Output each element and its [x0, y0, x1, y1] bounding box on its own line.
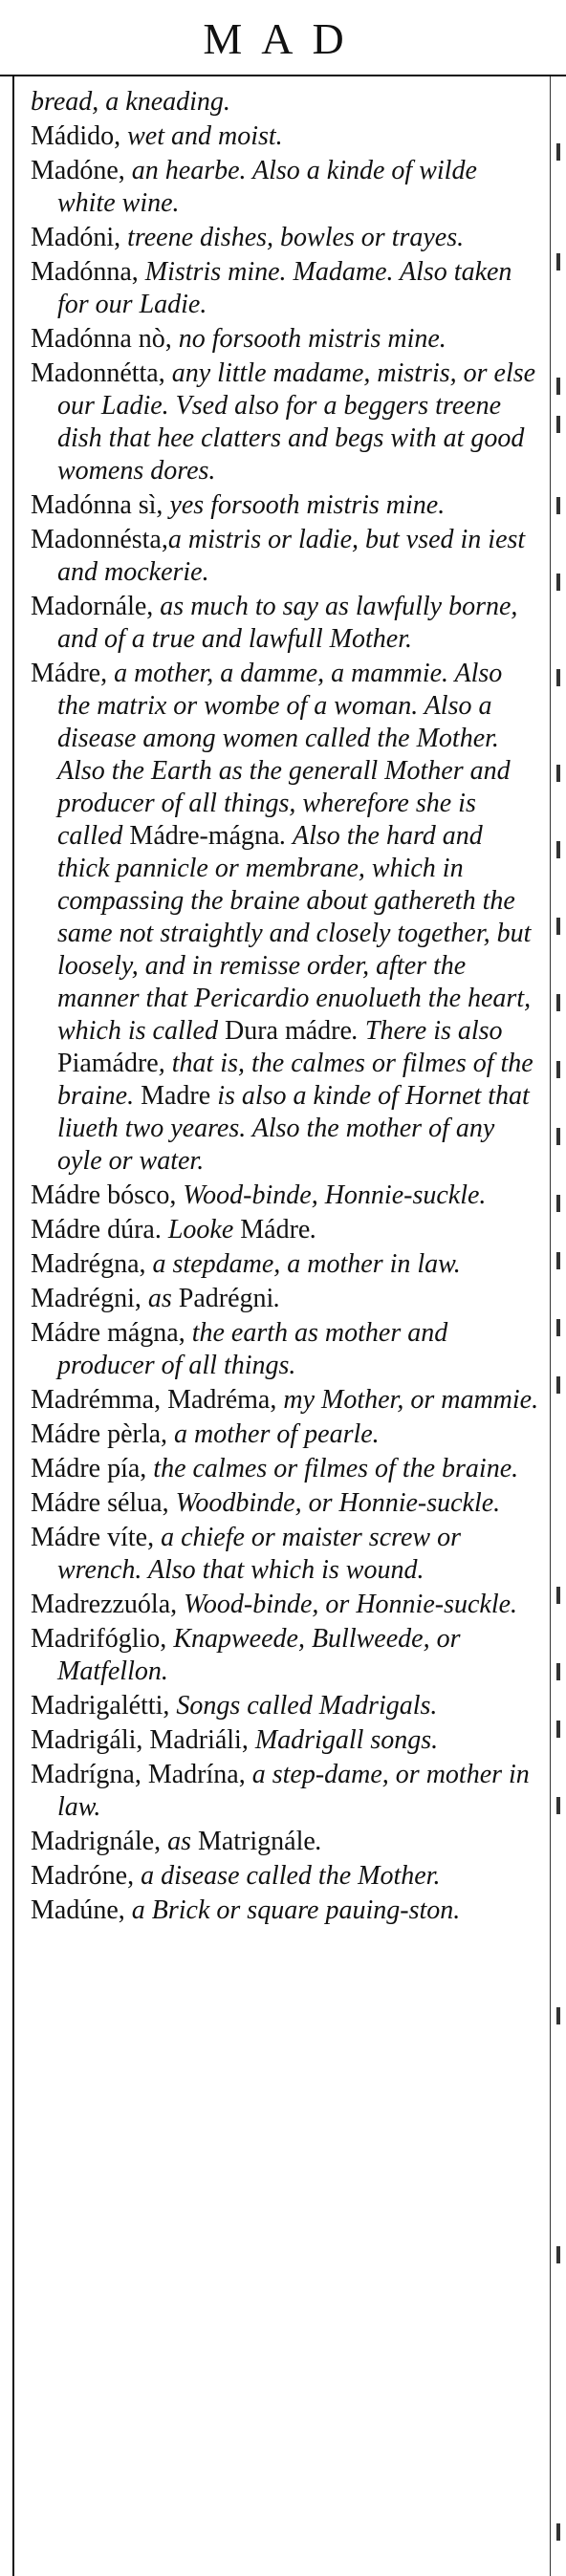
running-head: MAD	[203, 14, 363, 63]
entry-definition: Looke	[161, 1215, 241, 1245]
adjacent-column-mark	[556, 1721, 560, 1738]
entry-headword: Madóne,	[31, 156, 125, 185]
entry-definition: no forsooth mistris mine.	[171, 324, 446, 354]
dictionary-entry	[31, 1384, 539, 1417]
dictionary-entry	[31, 1860, 539, 1893]
entry-headword: Mádre bósco,	[31, 1180, 177, 1210]
entry-definition: Wood-binde, Honnie-suckle.	[176, 1180, 487, 1210]
entry-headword: Mádre víte,	[31, 1523, 155, 1552]
entry-definition: a Brick or square pauing-ston.	[124, 1895, 461, 1925]
entry-headword: Madónna nò,	[31, 324, 172, 354]
adjacent-column-mark	[556, 918, 560, 935]
adjacent-column-mark	[556, 1376, 560, 1394]
dictionary-entry	[31, 591, 539, 656]
entry-headword: Madonnésta,	[31, 525, 168, 554]
entry-definition: treene dishes, bowles or trayes.	[120, 223, 465, 252]
entry-definition: is also a kinde of Hornet that liueth two yeares. Also the mother of any oyle or water.	[57, 1081, 530, 1176]
dictionary-entry	[31, 1522, 539, 1587]
dictionary-entry	[31, 1690, 539, 1722]
right-column-rule	[550, 76, 551, 2576]
adjacent-column-mark	[556, 1319, 560, 1336]
entry-headword: Madróne,	[31, 1861, 135, 1891]
entry-definition: Mistris mine. Madame. Also taken for our Ladie.	[57, 257, 512, 319]
entry-cross-reference: Mádre	[240, 1215, 311, 1245]
entry-cross-reference: Piamádre	[57, 1049, 159, 1078]
entry-headword: Madúne,	[31, 1895, 125, 1925]
entry-definition: bread, a kneading.	[31, 87, 230, 117]
entry-definition: an hearbe. Also a kinde of wilde white wine.	[57, 156, 477, 218]
entry-definition: .	[273, 1284, 281, 1313]
entry-headword: Madrignále,	[31, 1827, 162, 1856]
dictionary-entry	[31, 658, 539, 1178]
entry-headword: Madrígna, Madrína,	[31, 1760, 246, 1789]
entry-cross-reference: Matrignále	[197, 1827, 316, 1856]
adjacent-column-mark	[556, 765, 560, 782]
adjacent-column-mark	[556, 1195, 560, 1212]
dictionary-entry	[31, 1724, 539, 1757]
entry-definition: a step-dame, or mother in law.	[57, 1760, 530, 1822]
dictionary-entry	[31, 1589, 539, 1621]
adjacent-column-mark	[556, 1663, 560, 1680]
dictionary-entry	[31, 1317, 539, 1382]
adjacent-column-mark	[556, 2007, 560, 2024]
dictionary-entry	[31, 1623, 539, 1688]
entry-definition: a stepdame, a mother in law.	[145, 1249, 461, 1279]
entry-headword: Mádre dúra.	[31, 1215, 162, 1245]
dictionary-entry	[31, 1248, 539, 1281]
dictionary-entry	[31, 1180, 539, 1212]
dictionary-entry	[31, 1453, 539, 1485]
entry-cross-reference: Madre	[141, 1081, 211, 1111]
adjacent-column-mark	[556, 574, 560, 591]
entry-headword: Mádre pèrla,	[31, 1419, 168, 1449]
entry-definition: a disease called the Mother.	[134, 1861, 441, 1891]
entry-definition: Wood-binde, or Honnie-suckle.	[177, 1590, 518, 1619]
dictionary-entry	[31, 323, 539, 356]
entry-headword: Mádre,	[31, 659, 108, 688]
entry-definition: any little madame, mistris, or else our Ladie. Vsed also for a beggers treene dish that hee clatters and begs with at good womens dores.	[57, 358, 536, 486]
dictionary-column	[31, 86, 539, 1929]
adjacent-column-mark	[556, 253, 560, 271]
left-column-rule	[12, 76, 14, 2576]
entry-definition: Woodbinde, or Honnie-suckle.	[168, 1488, 501, 1518]
page-header	[0, 0, 566, 76]
entry-headword: Madóni,	[31, 223, 121, 252]
adjacent-column-mark	[556, 1061, 560, 1078]
adjacent-column-mark	[556, 1587, 560, 1604]
entry-headword: Madornále,	[31, 592, 154, 621]
entry-definition: Madrigall songs.	[248, 1725, 439, 1755]
dictionary-entry	[31, 1487, 539, 1520]
dictionary-entry	[31, 120, 539, 153]
entry-definition: as much to say as lawfully borne, and of a true and lawfull Mother.	[57, 592, 518, 654]
adjacent-column-mark	[556, 416, 560, 433]
adjacent-column-mark	[556, 1128, 560, 1145]
entry-headword: Madrifóglio,	[31, 1624, 167, 1654]
entry-definition: a mother, a damme, a mammie. Also the matrix or wombe of a woman. Also a disease among women called the Mother. Also the Earth as the generall Mother and producer of all things, wherefore she is called	[57, 659, 511, 851]
entry-definition: Songs called Madrigals.	[169, 1691, 438, 1721]
entry-definition: wet and moist.	[120, 121, 283, 151]
entry-headword: Madonnétta,	[31, 358, 165, 388]
dictionary-entry	[31, 1283, 539, 1315]
entry-headword: Mádre sélua,	[31, 1488, 169, 1518]
adjacent-column-mark	[556, 1797, 560, 1814]
adjacent-column-mark	[556, 497, 560, 514]
entry-definition: .	[315, 1827, 322, 1856]
entry-definition: .	[310, 1215, 317, 1245]
dictionary-entry	[31, 256, 539, 321]
entry-definition: a mother of pearle.	[167, 1419, 380, 1449]
entry-definition: . Also the hard and thick pannicle or membrane, which in compassing the braine about gathereth the same not straightly and closely together, but loosely, and in remisse order, after the manner that Pericardio enuolueth the heart, which is called	[57, 821, 532, 1046]
entry-headword: Mádido,	[31, 121, 121, 151]
dictionary-entry	[31, 1214, 539, 1246]
dictionary-entry	[31, 1894, 539, 1927]
dictionary-entry	[31, 155, 539, 220]
entry-headword: Madrégna,	[31, 1249, 146, 1279]
dictionary-entry	[31, 1759, 539, 1824]
entry-definition: a chiefe or maister screw or wrench. Also that which is wound.	[57, 1523, 461, 1585]
entry-headword: Madrigalétti,	[31, 1691, 170, 1721]
entry-headword: Mádre pía,	[31, 1454, 147, 1483]
adjacent-column-mark	[556, 994, 560, 1011]
entry-definition: a mistris or ladie, but vsed in iest and mockerie.	[57, 525, 526, 587]
entry-headword: Madrémma, Madréma,	[31, 1385, 277, 1415]
dictionary-entry	[31, 86, 539, 119]
dictionary-entry	[31, 1826, 539, 1858]
entry-cross-reference: Padrégni	[178, 1284, 274, 1313]
dictionary-entry	[31, 357, 539, 487]
entry-headword: Madrezzuóla,	[31, 1590, 178, 1619]
entry-definition: my Mother, or mammie.	[276, 1385, 539, 1415]
entry-definition: yes forsooth mistris mine.	[163, 490, 446, 520]
entry-cross-reference: Mádre-mágna	[129, 821, 280, 851]
adjacent-column-mark	[556, 2246, 560, 2263]
entry-headword: Mádre mágna,	[31, 1318, 185, 1348]
dictionary-entry	[31, 222, 539, 254]
adjacent-column-mark	[556, 841, 560, 858]
dictionary-entry	[31, 524, 539, 589]
entry-headword: Madrigáli, Madriáli,	[31, 1725, 249, 1755]
entry-headword: Madrégni,	[31, 1284, 142, 1313]
entry-definition: as	[161, 1827, 198, 1856]
adjacent-column-mark	[556, 378, 560, 395]
entry-definition: as	[141, 1284, 179, 1313]
entry-definition: . There is also	[351, 1016, 503, 1046]
entry-cross-reference: Dura mádre	[224, 1016, 352, 1046]
entry-headword: Madónna,	[31, 257, 139, 287]
entry-definition: the calmes or filmes of the braine.	[146, 1454, 519, 1483]
adjacent-column-mark	[556, 669, 560, 686]
adjacent-column-mark	[556, 1252, 560, 1269]
adjacent-column-mark	[556, 143, 560, 161]
dictionary-entry	[31, 1418, 539, 1451]
entry-definition: , that is, the calmes or filmes of the braine.	[57, 1049, 533, 1111]
entry-definition: the earth as mother and producer of all things.	[57, 1318, 448, 1380]
adjacent-column-mark	[556, 2523, 560, 2541]
dictionary-entry	[31, 489, 539, 522]
entry-headword: Madónna sì,	[31, 490, 163, 520]
entry-definition: Knapweede, Bullweede, or Matfellon.	[57, 1624, 461, 1686]
